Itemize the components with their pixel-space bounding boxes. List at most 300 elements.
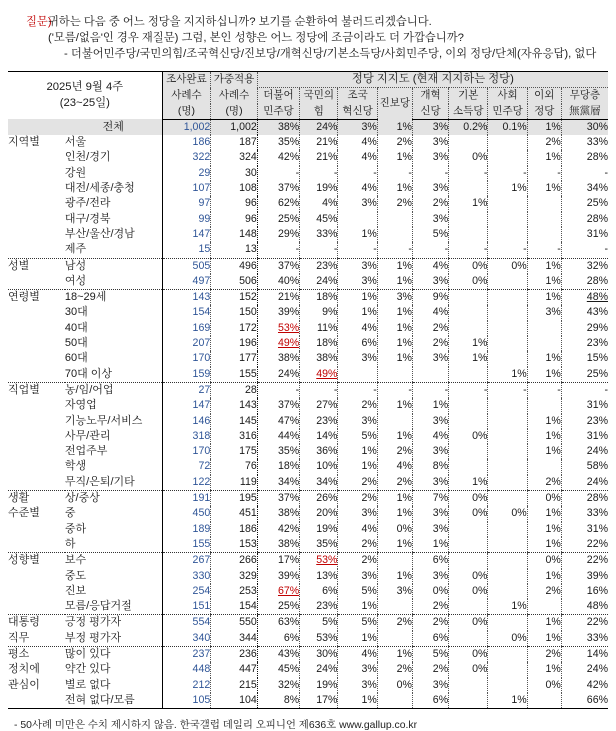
cell-pct: 28%: [561, 212, 608, 227]
cell-pct: 23%: [300, 414, 338, 429]
cell-pct: 28%: [561, 274, 608, 290]
row-category: [8, 212, 65, 227]
cell-pct: 31%: [561, 429, 608, 444]
cell-pct: [488, 150, 527, 165]
cell-pct: 5%: [412, 646, 448, 662]
cell-pct: 35%: [257, 135, 299, 150]
cell-pct: 2%: [412, 599, 448, 615]
header-row-1: [8, 72, 608, 88]
cell-pct: -: [527, 242, 561, 258]
cell-weighted-n: 154: [211, 599, 258, 615]
header-party-5-line1: 기본: [449, 88, 488, 104]
cell-pct: 3%: [412, 274, 448, 290]
cell-pct: -: [377, 382, 412, 398]
highlighted-value: 49%: [277, 337, 300, 350]
cell-pct: [377, 414, 412, 429]
cell-pct: 45%: [300, 212, 338, 227]
question-text-1: 귀하는 다음 중 어느 정당을 지지하십니까? 보기를 순환하여 불러드리겠습니다.: [48, 16, 432, 28]
cell-pct: 0%: [449, 615, 488, 631]
table-row: [8, 150, 608, 165]
cell-surveyed-n: 554: [162, 615, 211, 631]
cell-surveyed-n: 1,002: [162, 119, 211, 135]
cell-pct: 30%: [300, 646, 338, 662]
cell-pct: 1%: [338, 305, 377, 320]
cell-pct: -: [257, 166, 299, 181]
cell-pct: 0%: [449, 150, 488, 165]
cell-pct: -: [300, 242, 338, 258]
cell-pct: 0%: [449, 569, 488, 584]
cell-pct: 10%: [300, 459, 338, 474]
cell-surveyed-n: 207: [162, 336, 211, 351]
table-row: [8, 444, 608, 459]
cell-pct: 1%: [377, 351, 412, 366]
cell-pct: [488, 553, 527, 569]
cell-pct: 24%: [561, 444, 608, 459]
row-label: 자영업: [64, 399, 97, 412]
cell-pct: 3%: [412, 444, 448, 459]
cell-surveyed-n: 505: [162, 258, 211, 274]
cell-pct: 1%: [338, 599, 377, 615]
cell-pct: [488, 459, 527, 474]
cell-pct: [488, 429, 527, 444]
cell-pct: 2%: [377, 135, 412, 150]
row-label: 부산/울산/경남: [64, 227, 135, 240]
cell-pct: 9%: [300, 305, 338, 320]
cell-pct: 1%: [377, 150, 412, 165]
cell-weighted-n: 155: [211, 367, 258, 383]
row-category: 지역별: [8, 136, 40, 149]
highlighted-value: 67%: [277, 584, 300, 597]
row-category: 대통령: [8, 616, 40, 629]
cell-pct: 27%: [300, 398, 338, 413]
cell-pct: 1%: [338, 444, 377, 459]
row-category: 생활: [8, 492, 30, 505]
cell-pct: 19%: [300, 181, 338, 196]
cell-weighted-n: 324: [211, 150, 258, 165]
cell-pct: 38%: [257, 537, 299, 553]
table-row: [8, 553, 608, 569]
table-row: [8, 212, 608, 227]
cell-pct: 1%: [527, 274, 561, 290]
cell-pct: [561, 290, 608, 306]
cell-pct: -: [449, 166, 488, 181]
row-label: 농/임/어업: [64, 383, 114, 396]
cell-pct: [488, 227, 527, 242]
cell-pct: 66%: [561, 693, 608, 709]
cell-pct: [449, 227, 488, 242]
cell-surveyed-n: 147: [162, 227, 211, 242]
cell-pct: [377, 367, 412, 383]
cell-pct: [449, 553, 488, 569]
cell-surveyed-n: 318: [162, 429, 211, 444]
cell-pct: 6%: [412, 631, 448, 647]
cell-weighted-n: 550: [211, 615, 258, 631]
row-category: [8, 227, 65, 242]
cell-pct: [527, 212, 561, 227]
header-group-title: 정당 지지도 (현재 지지하는 정당): [257, 72, 608, 88]
cell-pct: 2%: [527, 475, 561, 491]
question-line-1: [8, 14, 608, 30]
cell-pct: 15%: [561, 351, 608, 366]
cell-pct: 1%: [449, 336, 488, 351]
row-label: 모름/응답거절: [65, 599, 162, 615]
cell-pct: 42%: [257, 150, 299, 165]
cell-pct: 2%: [412, 615, 448, 631]
cell-pct: 0%: [377, 522, 412, 537]
row-label: 중하: [64, 522, 87, 535]
header-party-6-line1: 사회: [488, 88, 527, 104]
cell-pct: 3%: [412, 475, 448, 491]
cell-pct: -: [338, 382, 377, 398]
cell-pct: 4%: [338, 150, 377, 165]
cell-pct: 5%: [338, 615, 377, 631]
cell-pct: 2%: [377, 444, 412, 459]
cell-pct: 3%: [412, 506, 448, 521]
row-category: [8, 599, 65, 615]
cell-surveyed-n: 147: [162, 398, 211, 413]
cell-pct: 31%: [561, 398, 608, 413]
row-category: [8, 693, 65, 709]
cell-pct: 1%: [527, 615, 561, 631]
cell-pct: -: [488, 166, 527, 181]
cell-pct: 3%: [338, 351, 377, 366]
row-category: [8, 584, 65, 599]
cell-surveyed-n: 155: [162, 537, 211, 553]
cell-pct: 26%: [300, 491, 338, 507]
cell-pct: [300, 367, 338, 383]
cell-pct: 0%: [527, 678, 561, 693]
cell-weighted-n: 236: [211, 646, 258, 662]
row-label: 여성: [65, 274, 162, 290]
cell-pct: [527, 398, 561, 413]
table-row: [8, 367, 608, 383]
cell-pct: [527, 196, 561, 211]
cell-surveyed-n: 340: [162, 631, 211, 647]
cell-pct: 3%: [412, 569, 448, 584]
cell-pct: [257, 584, 299, 599]
cell-pct: 1%: [412, 398, 448, 413]
cell-pct: [449, 599, 488, 615]
cell-pct: 0%: [449, 429, 488, 444]
cell-pct: 3%: [377, 290, 412, 306]
row-category: [8, 537, 65, 553]
table-row: [8, 475, 608, 491]
cell-pct: 28%: [561, 491, 608, 507]
table-row: [8, 398, 608, 413]
cell-weighted-n: 196: [211, 336, 258, 351]
row-label: 대구/경북: [64, 212, 111, 225]
cell-pct: 1%: [377, 274, 412, 290]
cell-pct: [527, 336, 561, 351]
cell-pct: 1%: [527, 506, 561, 521]
cell-pct: 1%: [527, 414, 561, 429]
cell-pct: 3%: [412, 119, 448, 135]
cell-pct: 14%: [561, 646, 608, 662]
row-label: 전업주부: [64, 445, 108, 458]
cell-pct: [449, 398, 488, 413]
cell-pct: 1%: [488, 181, 527, 196]
period-line-2: (23~25일): [59, 96, 110, 109]
cell-pct: -: [449, 382, 488, 398]
row-category: [8, 305, 65, 320]
cell-pct: [488, 274, 527, 290]
row-label: 인천/경기: [64, 151, 111, 164]
row-label: 기능노무/서비스: [64, 414, 143, 427]
cell-pct: -: [561, 166, 608, 181]
row-label: 별로 없다: [64, 678, 111, 691]
row-label: 중도: [64, 569, 87, 582]
cell-pct: 2%: [377, 615, 412, 631]
cell-pct: -: [257, 382, 299, 398]
highlighted-value: 53%: [316, 554, 338, 567]
cell-pct: 1%: [488, 367, 527, 383]
header-party-2-line1: 조국: [338, 88, 377, 104]
cell-pct: 37%: [257, 181, 299, 196]
table-row: [8, 274, 608, 290]
cell-pct: [338, 212, 377, 227]
row-category: 성별: [8, 259, 30, 272]
cell-pct: 39%: [561, 569, 608, 584]
cell-weighted-n: 153: [211, 537, 258, 553]
table-row: [8, 615, 608, 631]
cell-surveyed-n: 191: [162, 491, 211, 507]
cell-pct: -: [449, 242, 488, 258]
question-text-2: ('모름/없음'인 경우 재질문) 그럼, 본인 성향은 어느 정당에 조금이라도 더 가깝습니까?: [48, 32, 464, 44]
question-block: [0, 0, 616, 62]
row-label: 진보: [64, 584, 87, 597]
cell-weighted-n: 104: [211, 693, 258, 709]
cell-weighted-n: 344: [211, 631, 258, 647]
cell-pct: 3%: [338, 258, 377, 274]
cell-pct: 0%: [527, 491, 561, 507]
cell-pct: [377, 693, 412, 709]
cell-pct: 42%: [561, 678, 608, 693]
cell-pct: [257, 336, 299, 351]
cell-pct: 34%: [257, 475, 299, 491]
cell-pct: 3%: [412, 150, 448, 165]
row-label: 40대: [64, 321, 88, 334]
cell-pct: [488, 212, 527, 227]
cell-pct: 8%: [257, 693, 299, 709]
cell-surveyed-n: 237: [162, 646, 211, 662]
cell-pct: 0%: [449, 258, 488, 274]
cell-pct: 3%: [412, 181, 448, 196]
row-category: [8, 166, 65, 181]
cell-pct: [527, 693, 561, 709]
row-label: 무직/은퇴/기타: [65, 475, 162, 491]
question-text-3: - 더불어민주당/국민의힘/조국혁신당/진보당/개혁신당/기본소득당/사회민주당, 이외 정당/단체(자유응답), 없다: [64, 48, 597, 60]
cell-pct: [449, 459, 488, 474]
cell-pct: -: [488, 382, 527, 398]
row-category: [8, 336, 65, 351]
table-row: [8, 584, 608, 599]
cell-pct: 7%: [412, 491, 448, 507]
table-row: [8, 351, 608, 366]
row-label: 약간 있다: [64, 663, 111, 676]
cell-pct: 2%: [377, 196, 412, 211]
table-row: [8, 166, 608, 181]
cell-pct: 6%: [257, 631, 299, 647]
cell-pct: 29%: [257, 227, 299, 242]
table-row: [8, 459, 608, 474]
cell-surveyed-n: 212: [162, 678, 211, 693]
cell-pct: [488, 678, 527, 693]
cell-surveyed-n: 146: [162, 414, 211, 429]
row-label: 긍정 평가자: [64, 616, 122, 629]
cell-pct: 4%: [338, 181, 377, 196]
cell-pct: 32%: [561, 258, 608, 274]
cell-pct: 3%: [338, 196, 377, 211]
cell-pct: [488, 615, 527, 631]
cell-pct: 25%: [257, 212, 299, 227]
cell-pct: 1%: [527, 258, 561, 274]
cell-pct: 18%: [300, 290, 338, 306]
cell-pct: 23%: [561, 414, 608, 429]
cell-pct: 23%: [300, 599, 338, 615]
cell-pct: 34%: [561, 181, 608, 196]
cell-weighted-n: 447: [211, 662, 258, 677]
header-party-4-line2: 신당: [412, 104, 448, 120]
cell-pct: [377, 227, 412, 242]
cell-surveyed-n: 143: [162, 290, 211, 306]
cell-pct: 1%: [527, 351, 561, 366]
cell-pct: 33%: [561, 135, 608, 150]
cell-pct: 9%: [412, 290, 448, 306]
cell-pct: 2%: [527, 646, 561, 662]
cell-pct: 36%: [300, 444, 338, 459]
cell-surveyed-n: 105: [162, 693, 211, 709]
row-category: [8, 429, 65, 444]
cell-pct: [449, 444, 488, 459]
cell-pct: 1%: [527, 181, 561, 196]
cell-surveyed-n: 72: [162, 459, 211, 474]
table-row: [8, 569, 608, 584]
row-category: [8, 196, 65, 211]
cell-pct: -: [338, 166, 377, 181]
cell-pct: 4%: [412, 429, 448, 444]
cell-pct: 24%: [300, 274, 338, 290]
cell-weighted-n: 143: [211, 398, 258, 413]
cell-pct: 32%: [257, 678, 299, 693]
cell-pct: 6%: [412, 693, 448, 709]
cell-weighted-n: 145: [211, 414, 258, 429]
table-row: [8, 242, 608, 258]
table-row: [8, 599, 608, 615]
row-category: [8, 522, 65, 537]
cell-pct: 1%: [377, 491, 412, 507]
question-label: 질문): [26, 16, 52, 28]
table-row: [8, 382, 608, 398]
table-row: [8, 678, 608, 693]
cell-pct: 1%: [488, 599, 527, 615]
table-row: [8, 693, 608, 709]
cell-pct: 25%: [257, 599, 299, 615]
cell-pct: 1%: [338, 693, 377, 709]
cell-surveyed-n: 154: [162, 305, 211, 320]
cell-weighted-n: 215: [211, 678, 258, 693]
cell-surveyed-n: 99: [162, 212, 211, 227]
cell-pct: 42%: [257, 522, 299, 537]
cell-pct: 37%: [257, 491, 299, 507]
cell-pct: 0%: [449, 506, 488, 521]
cell-weighted-n: 150: [211, 305, 258, 320]
cell-pct: 0%: [449, 491, 488, 507]
cell-pct: 23%: [300, 258, 338, 274]
cell-pct: 37%: [257, 398, 299, 413]
cell-weighted-n: 30: [211, 166, 258, 181]
cell-pct: 1%: [377, 506, 412, 521]
cell-weighted-n: 496: [211, 258, 258, 274]
cell-pct: 4%: [377, 459, 412, 474]
header-party-0-line2: 민주당: [257, 104, 299, 120]
cell-weighted-n: 28: [211, 382, 258, 398]
cell-weighted-n: 172: [211, 321, 258, 336]
table-body: [8, 119, 608, 708]
cell-pct: 58%: [561, 459, 608, 474]
cell-pct: 3%: [338, 569, 377, 584]
cell-pct: 2%: [412, 336, 448, 351]
cell-pct: 2%: [338, 398, 377, 413]
cell-pct: 1%: [377, 258, 412, 274]
cell-pct: [488, 537, 527, 553]
cell-pct: [488, 414, 527, 429]
row-category: 연령별: [8, 291, 40, 304]
cell-surveyed-n: 267: [162, 553, 211, 569]
cell-surveyed-n: 330: [162, 569, 211, 584]
header-surveyed-2: 사례수: [162, 88, 211, 104]
cell-pct: 1%: [377, 336, 412, 351]
cell-pct: 4%: [338, 646, 377, 662]
cell-surveyed-n: 450: [162, 506, 211, 521]
table-row: [8, 181, 608, 196]
cell-pct: [449, 321, 488, 336]
row-category: [8, 414, 65, 429]
header-weighted-2: 사례수: [211, 88, 258, 104]
table-row: [8, 258, 608, 274]
cell-pct: [488, 491, 527, 507]
cell-pct: 2%: [412, 662, 448, 677]
cell-surveyed-n: 29: [162, 166, 211, 181]
row-label: 상/중상: [64, 492, 100, 505]
row-category: [8, 351, 65, 366]
header-party-4-line1: 개혁: [412, 88, 448, 104]
table-row: [8, 336, 608, 351]
cell-pct: 35%: [257, 444, 299, 459]
cell-pct: 0%: [449, 646, 488, 662]
cell-pct: 3%: [412, 678, 448, 693]
cell-pct: 1%: [527, 662, 561, 677]
cell-pct: [377, 212, 412, 227]
cell-pct: 1%: [338, 631, 377, 647]
cell-pct: [527, 321, 561, 336]
cell-pct: 1%: [449, 196, 488, 211]
cell-pct: 43%: [257, 646, 299, 662]
cell-pct: 3%: [338, 662, 377, 677]
cell-pct: 1%: [377, 119, 412, 135]
cell-pct: 39%: [257, 569, 299, 584]
cell-pct: 3%: [377, 584, 412, 599]
row-label: 사무/관리: [64, 429, 111, 442]
cell-pct: 5%: [300, 615, 338, 631]
row-category: [8, 367, 65, 383]
cell-pct: 0%: [377, 678, 412, 693]
cell-pct: 5%: [338, 429, 377, 444]
cell-surveyed-n: 27: [162, 382, 211, 398]
cell-pct: 1%: [377, 321, 412, 336]
cell-pct: [449, 181, 488, 196]
cell-pct: [449, 367, 488, 383]
cell-pct: 3%: [338, 119, 377, 135]
